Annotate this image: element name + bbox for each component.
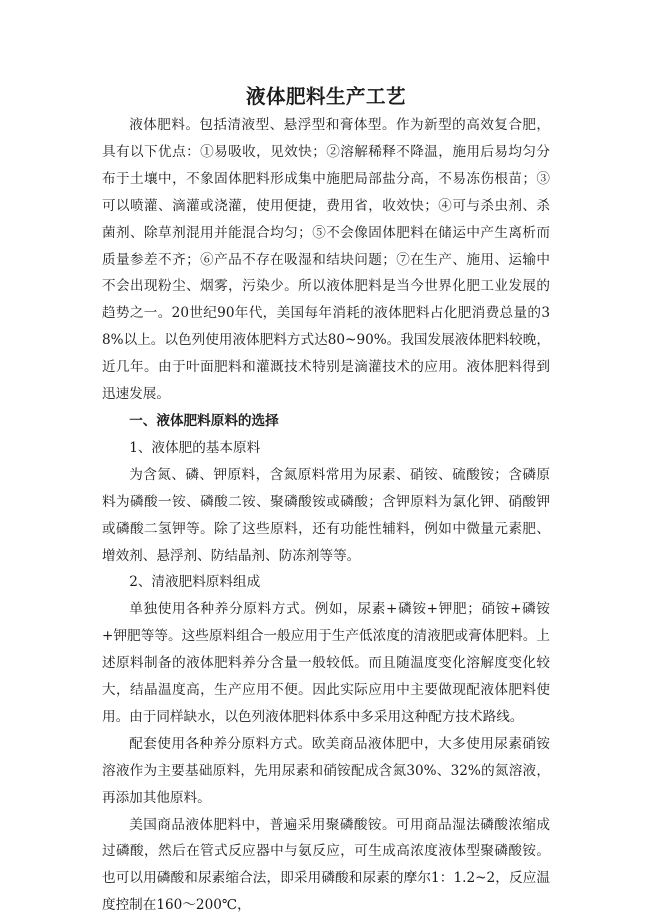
combined-use-method-paragraph: 配套使用各种养分原料方式。欧美商品液体肥中，大多使用尿素硝铵溶液作为主要基础原料，先用尿素和硝铵配成含氮30%、32%的氮溶液，再添加其他原料。: [102, 735, 550, 806]
subsection-heading-basic-raw-materials: 1、液体肥的基本原料: [129, 439, 261, 456]
intro-paragraph: 液体肥料。包括清液型、悬浮型和膏体型。作为新型的高效复合肥，具有以下优点：①易吸收，见效快；②溶解稀释不降温，施用后易均匀分布于土壤中，不象固体肥料形成集中施肥局部盐分高，不易冻伤根苗；③可以喷灌、滴灌或浇灌，使用便捷，费用省，收效快；④可与杀虫剂、杀菌剂、除草剂混用并能混合均匀；⑤不会像固体肥料在储运中产生离析而质量参差不齐；⑥产品不存在吸湿和结块问题；⑦在生产、施用、运输中不会出现粉尘、烟雾，污染少。所以液体肥料是当今世界化肥工业发展的趋势之一。20世纪90年代，美国每年消耗的液体肥料占化肥消费总量的38%以上。以色列使用液体肥料方式达80~90%。我国发展液体肥料较晚，近几年。由于叶面肥料和灌溉技术特别是滴灌技术的应用。液体肥料得到迅速发展。: [102, 117, 550, 403]
basic-raw-materials-paragraph: 为含氮、磷、钾原料，含氮原料常用为尿素、硝铵、硫酸铵；含磷原料为磷酸一铵、磷酸二铵、聚磷酸铵或磷酸；含钾原料为氯化钾、硝酸钾或磷酸二氢钾等。除了这些原料，还有功能性辅料，例如中微量元素肥、增效剂、悬浮剂、防结晶剂、防冻剂等等。: [102, 466, 550, 564]
document-title: 液体肥料生产工艺: [245, 85, 406, 108]
us-polyphosphate-paragraph: 美国商品液体肥料中，普遍采用聚磷酸铵。可用商品湿法磷酸浓缩成过磷酸，然后在管式反应器中与氨反应，可生成高浓度液体型聚磷酸铵。也可以用磷酸和尿素缩合法，即采用磷酸和尿素的摩尔1：1.2~2，反应温度控制在160～200℃，: [102, 816, 550, 914]
section-heading-raw-material-selection: 一、液体肥料原料的选择: [129, 412, 279, 429]
single-use-method-paragraph: 单独使用各种养分原料方式。例如，尿素+磷铵+钾肥；硝铵+磷铵+钾肥等等。这些原料组合一般应用于生产低浓度的清液肥或膏体肥料。上述原料制备的液体肥料养分含量一般较低。而且随温度变化溶解度变化较大，结晶温度高，生产应用不便。因此实际应用中主要做现配液体肥料使用。由于同样缺水，以色列液体肥料体系中多采用这种配方技术路线。: [102, 601, 550, 725]
document-page: [102, 84, 550, 919]
subsection-heading-clear-liquid-composition: 2、清液肥料原料组成: [129, 574, 261, 591]
